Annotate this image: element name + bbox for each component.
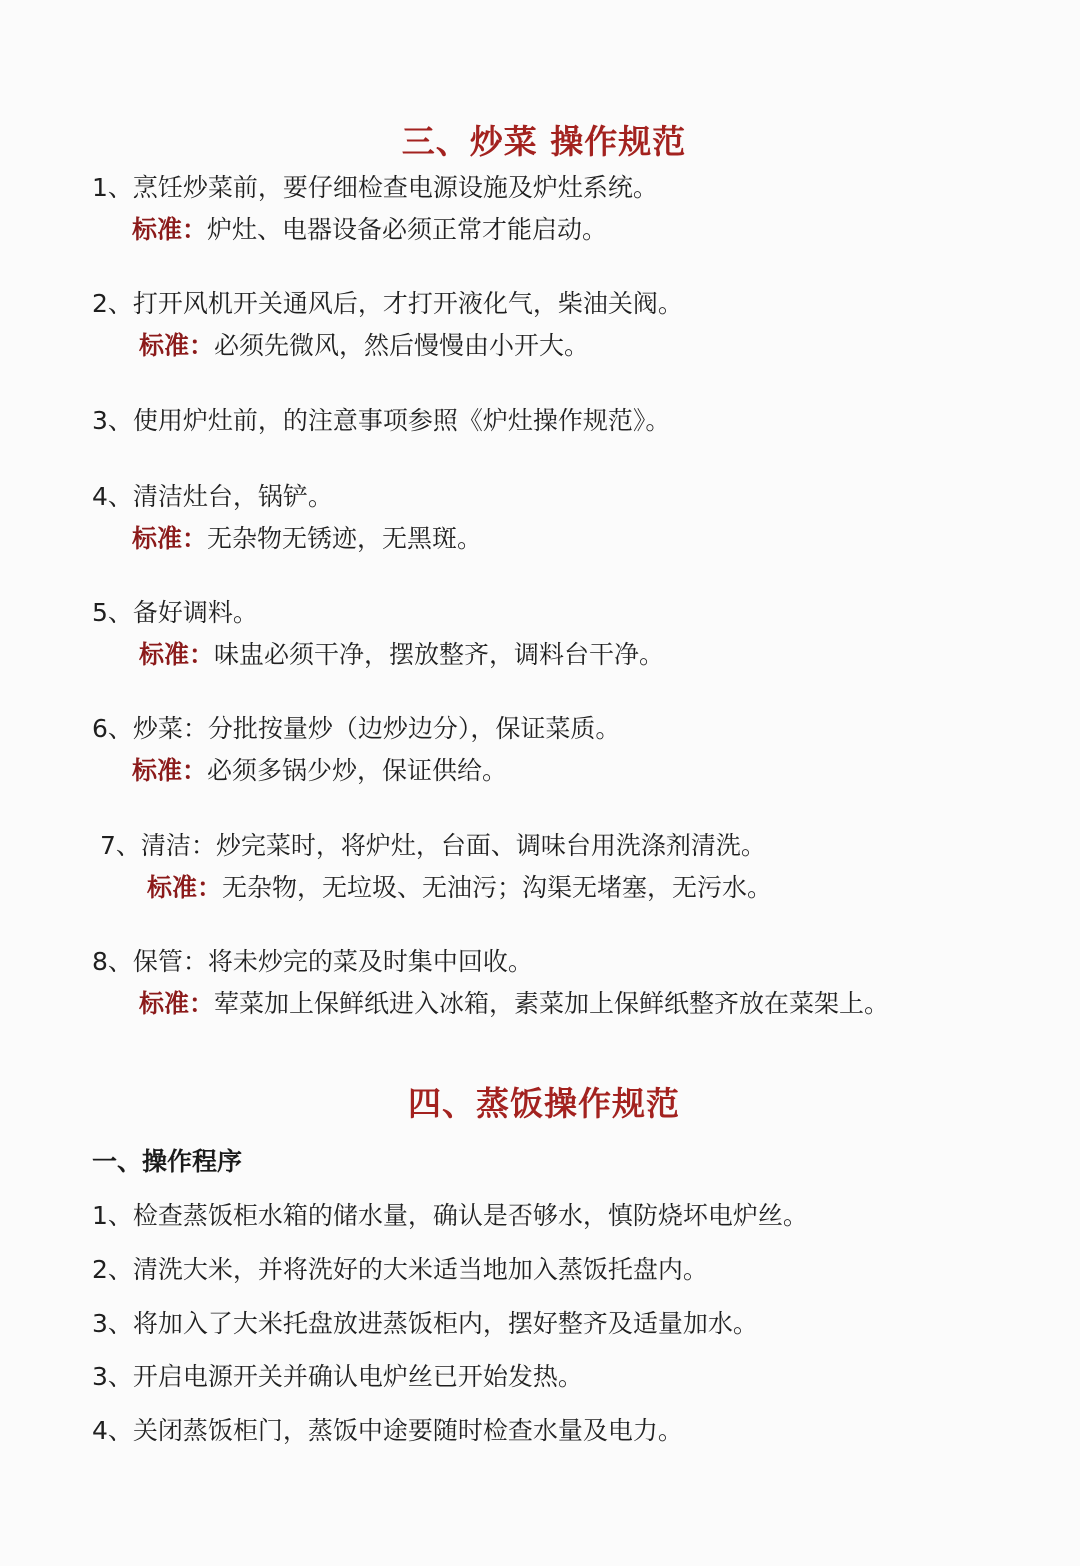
standard-text: 必须多锅少炒，保证供给。 (207, 756, 508, 785)
standard-label: 标准： (139, 331, 215, 360)
standard-line (92, 751, 1032, 791)
list-item (92, 284, 1032, 366)
standard-label: 标准： (132, 215, 208, 244)
item-text: 6、炒菜：分批按量炒（边炒边分），保证菜质。 (92, 714, 621, 743)
step-item: 4、关闭蒸饭柜门，蒸饭中途要随时检查水量及电力。 (92, 1416, 683, 1445)
item-text: 5、备好调料。 (92, 598, 258, 627)
list-item (100, 826, 1040, 908)
sub-heading-procedure: 一、操作程序 (92, 1147, 243, 1176)
standard-line (92, 635, 1032, 675)
standard-line (92, 210, 1032, 250)
standard-line (92, 519, 1032, 559)
step-item: 3、开启电源开关并确认电炉丝已开始发热。 (92, 1362, 583, 1391)
standard-label: 标准： (132, 756, 208, 785)
step-item: 2、清洗大米，并将洗好的大米适当地加入蒸饭托盘内。 (92, 1255, 708, 1284)
standard-line (92, 984, 1032, 1024)
list-item (92, 401, 1032, 441)
section-title-steamed-rice: 四、蒸饭操作规范 (408, 1084, 680, 1123)
list-item (92, 477, 1032, 559)
item-text: 1、烹饪炒菜前，要仔细检查电源设施及炉灶系统。 (92, 173, 658, 202)
standard-text: 荤菜加上保鲜纸进入冰箱，素菜加上保鲜纸整齐放在菜架上。 (214, 989, 890, 1018)
standard-text: 无杂物，无垃圾、无油污；沟渠无堵塞，无污水。 (222, 873, 773, 902)
item-text: 7、清洁：炒完菜时，将炉灶，台面、调味台用洗涤剂清洗。 (100, 831, 766, 860)
list-item (92, 593, 1032, 675)
standard-label: 标准： (139, 989, 215, 1018)
standard-text: 必须先微风，然后慢慢由小开大。 (214, 331, 590, 360)
standard-text: 味盅必须干净，摆放整齐，调料台干净。 (214, 640, 665, 669)
standard-label: 标准： (139, 640, 215, 669)
step-item: 3、将加入了大米托盘放进蒸饭柜内，摆好整齐及适量加水。 (92, 1309, 758, 1338)
item-text: 2、打开风机开关通风后，才打开液化气，柴油关阀。 (92, 289, 683, 318)
list-item (92, 168, 1032, 250)
standard-text: 无杂物无锈迹，无黑斑。 (207, 524, 483, 553)
standard-line (100, 868, 1040, 908)
list-item (92, 709, 1032, 791)
item-text: 8、保管：将未炒完的菜及时集中回收。 (92, 947, 533, 976)
standard-text: 炉灶、电器设备必须正常才能启动。 (207, 215, 608, 244)
standard-label: 标准： (147, 873, 223, 902)
item-text: 3、使用炉灶前，的注意事项参照《炉灶操作规范》。 (92, 406, 671, 435)
standard-line (92, 326, 1032, 366)
section-title-stir-fry: 三、炒菜 操作规范 (401, 122, 687, 161)
step-item: 1、检查蒸饭柜水箱的储水量，确认是否够水，慎防烧坏电炉丝。 (92, 1201, 808, 1230)
list-item (92, 942, 1032, 1024)
standard-label: 标准： (132, 524, 208, 553)
item-text: 4、清洁灶台，锅铲。 (92, 482, 333, 511)
